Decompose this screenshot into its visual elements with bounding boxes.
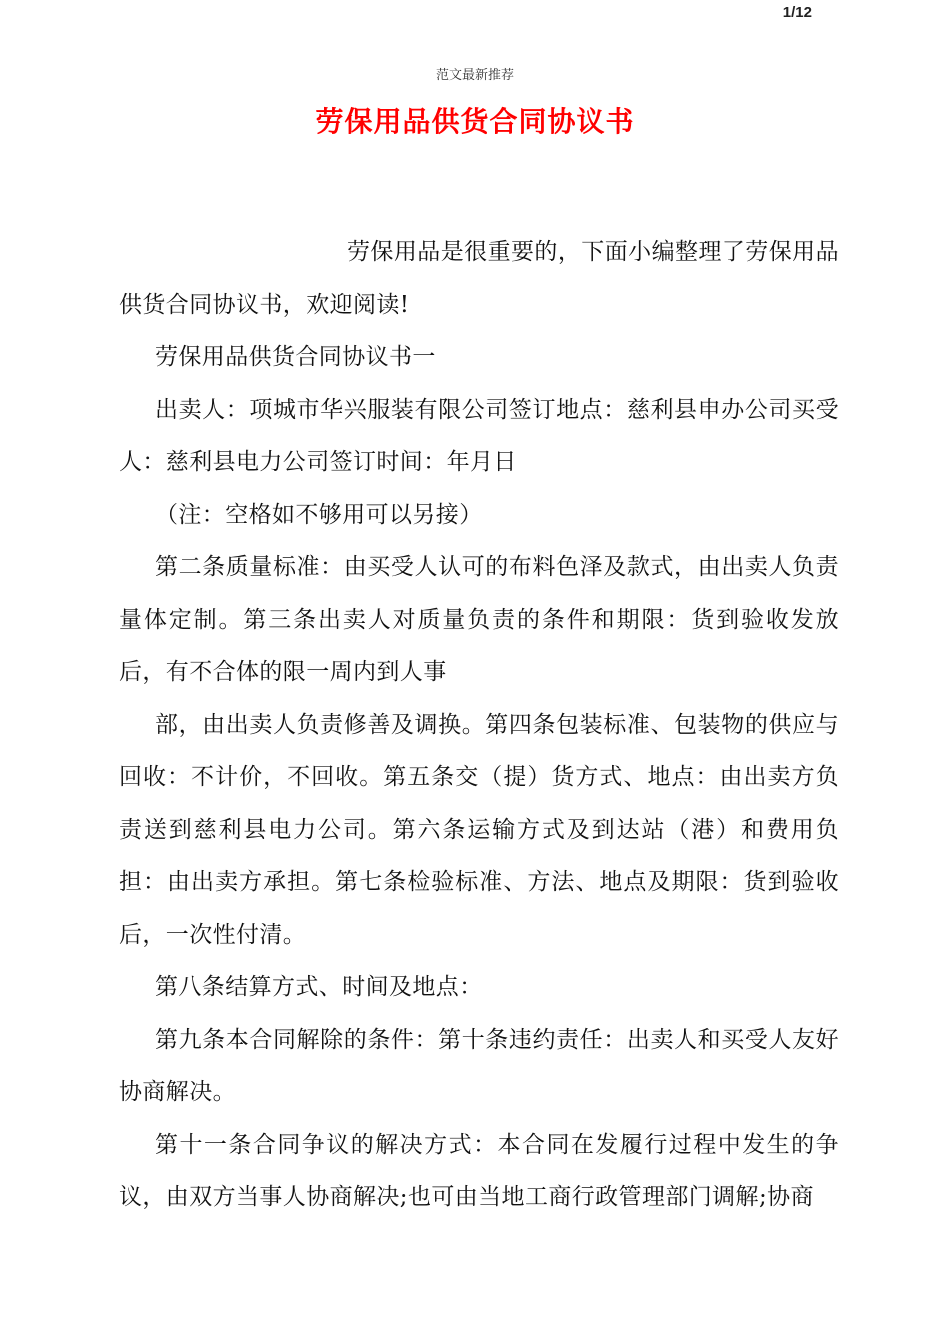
clause-paragraph: 部，由出卖人负责修善及调换。第四条包装标准、包装物的供应与回收：不计价，不回收。第五条交（提）货方式、地点：由出卖方负责送到慈利县电力公司。第六条运输方式及到达站（港）和费用负担：由出卖方承担。第七条检验标准、方法、地点及期限：货到验收后，一次性付清。 (119, 711, 839, 948)
intro-paragraph: 劳保用品是很重要的，下面小编整理了劳保用品供货合同协议书，欢迎阅读! (119, 239, 839, 318)
clause-paragraph: 第二条质量标准：由买受人认可的布料色泽及款式，由出卖人负责量体定制。第三条出卖人对质量负责的条件和期限：货到验收发放后，有不合体的限一周内到人事 (119, 554, 839, 685)
parties-paragraph: 出卖人：项城市华兴服装有限公司签订地点：慈利县申办公司买受人：慈利县电力公司签订时间：年月日 (119, 396, 839, 475)
clause-paragraph: 第十一条合同争议的解决方式：本合同在发履行过程中发生的争议，由双方当事人协商解决;也可由当地工商行政管理部门调解;协商 (119, 1131, 839, 1210)
document-title: 劳保用品供货合同协议书 (315, 105, 635, 138)
clause-paragraph: 第九条本合同解除的条件：第十条违约责任：出卖人和买受人友好协商解决。 (119, 1026, 839, 1105)
section-heading: 劳保用品供货合同协议书一 (155, 344, 436, 370)
document-body (119, 226, 839, 1224)
clause-paragraph: 第八条结算方式、时间及地点： (155, 974, 483, 1000)
note-paragraph: （注：空格如不够用可以另接） (155, 501, 483, 528)
page-number: 1/12 (782, 4, 812, 21)
header-note: 范文最新推荐 (435, 68, 514, 83)
